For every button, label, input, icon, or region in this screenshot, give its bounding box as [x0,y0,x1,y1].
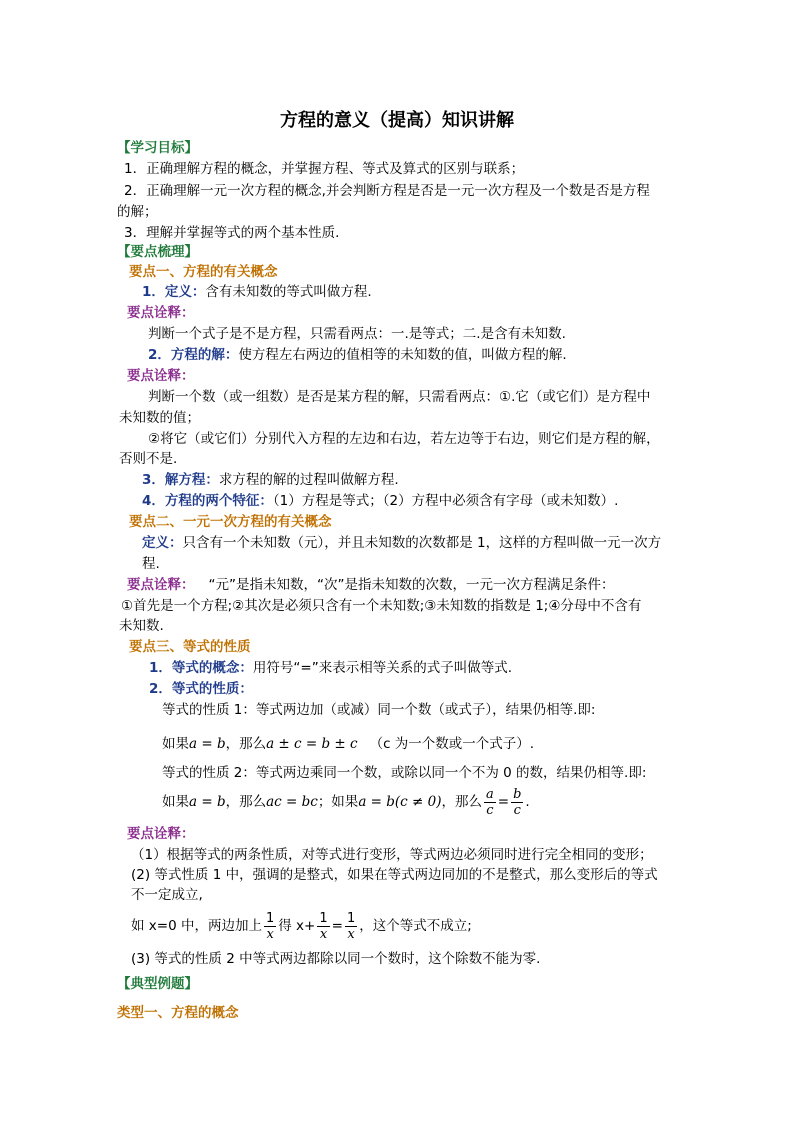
formula-text: . [525,794,530,810]
note-text: (2) 等式性质 1 中，强调的是整式，如果在等式两边同加的不是整式，那么变形后的等式 [131,867,658,883]
formula-math: = [497,794,510,810]
solve-label: 3．解方程： [142,472,219,488]
formula-text: ；如果 [317,794,359,810]
property-label: 2．等式的性质： [149,681,253,697]
concept-label: 1．等式的概念： [149,660,253,676]
note-text: 否则不是. [119,451,178,467]
note-text: 未知数. [119,618,164,634]
solve-line [142,471,399,489]
property-2-formula [162,786,530,818]
fraction: $\frac{1}{x}$ [319,910,328,942]
note-text: 判断一个数（或一组数）是否是某方程的解，只需看两点：①.它（或它们）是方程中 [148,389,651,405]
definition-line [142,534,661,552]
note-text: ②将它（或它们）分别代入方程的左边和右边，若左边等于右边，则它们是方程的解， [148,431,660,447]
fraction: $\frac{1}{x}$ [265,910,275,942]
property-1-formula [162,735,534,753]
goal-item: 3．理解并掌握等式的两个基本性质. [124,225,340,241]
formula-text: 如果 [162,794,189,810]
note-text: “元”是指未知数，“次”是指未知数的次数，一元一次方程满足条件： [208,577,615,593]
concept-line [149,659,512,677]
example-text: 得 x+ [278,918,316,934]
definition-label: 定义： [142,535,183,551]
property-1-text: 等式的性质 1：等式两边加（或减）同一个数（或式子），结果仍相等.即: [162,702,596,718]
definition-line [142,283,372,301]
fraction: $\frac{a}{c}$ [485,786,494,818]
point-heading-2: 要点二、一元一次方程的有关概念 [129,514,332,530]
note-text: （1）根据等式的两条性质，对等式进行变形，等式两边必须同时进行完全相同的变形； [131,847,653,863]
concept-text: 用符号“=”来表示相等关系的式子叫做等式. [252,660,512,676]
formula-math: a = b(c ≠ 0) [358,794,442,810]
type-heading: 类型一、方程的概念 [117,1005,239,1021]
note-text: 不一定成立, [131,887,203,903]
formula-text: ，那么 [441,794,482,810]
definition-text: 只含有一个未知数（元），并且未知数的次数都是 1，这样的方程叫做一元一次方 [182,535,662,551]
note-text: 判断一个式子是不是方程，只需看两点：一.是等式；二.是含有未知数. [148,326,566,342]
solve-text: 求方程的解的过程叫做解方程. [218,472,399,488]
definition-text: 含有未知数的等式叫做方程. [205,284,372,300]
note-label: 要点诠释： [127,368,195,384]
property-2-text: 等式的性质 2：等式两边乘同一个数，或除以同一个不为 0 的数，结果仍相等.即: [162,765,647,781]
formula-text: ，那么 [225,794,267,810]
point-heading-3: 要点三、等式的性质 [129,639,251,655]
solution-line [148,346,567,364]
example-text: = [331,918,343,934]
feature-line [142,492,618,510]
note-label: 要点诠释： [127,826,195,842]
note-label: 要点诠释： [127,577,195,593]
note-text: ①首先是一个方程;②其次是必须只含有一个未知数;③未知数的指数是 1;④分母中不含有 [121,598,642,614]
formula-text: 如果 [162,736,189,752]
note-line [127,576,614,594]
feature-label: 4．方程的两个特征： [142,493,273,509]
note-label: 要点诠释： [127,305,195,321]
example-text: 如 x=0 中，两边加上 [131,918,262,934]
example-text: ，这个等式不成立; [359,918,472,934]
note-text: 未知数的值； [119,410,200,426]
definition-label: 1．定义： [142,284,206,300]
fraction: $\frac{b}{c}$ [513,786,522,818]
fraction: $\frac{1}{x}$ [346,910,356,942]
definition-text: 程. [142,556,160,572]
formula-text: ，那么 [225,736,267,752]
goal-item: 的解； [117,204,158,220]
page-title: 方程的意义（提高）知识讲解 [280,110,514,131]
goal-item: 2．正确理解一元一次方程的概念,并会判断方程是否是一元一次方程及一个数是否是方程 [124,183,650,199]
note-text: (3) 等式的性质 2 中等式两边都除以同一个数时，这个除数不能为零. [131,951,541,967]
goal-item: 1．正确理解方程的概念，并掌握方程、等式及算式的区别与联系； [124,161,525,177]
formula-math: a = b [189,736,226,752]
feature-text: （1）方程是等式；（2）方程中必须含有字母（或未知数）. [272,493,619,509]
formula-math: a ± c = b ± c [266,736,358,752]
note-example [131,909,472,943]
section-header-examples: 【典型例题】 [117,976,198,992]
section-header-points: 【要点梳理】 [117,244,198,260]
solution-label: 2．方程的解： [148,347,239,363]
point-heading-1: 要点一、方程的有关概念 [129,264,278,280]
solution-text: 使方程左右两边的值相等的未知数的值，叫做方程的解. [238,347,567,363]
formula-text: （c 为一个数或一个式子）. [369,736,535,752]
section-header-goals: 【学习目标】 [117,140,198,156]
formula-math: a = b [189,794,226,810]
formula-math: ac = bc [266,794,318,810]
